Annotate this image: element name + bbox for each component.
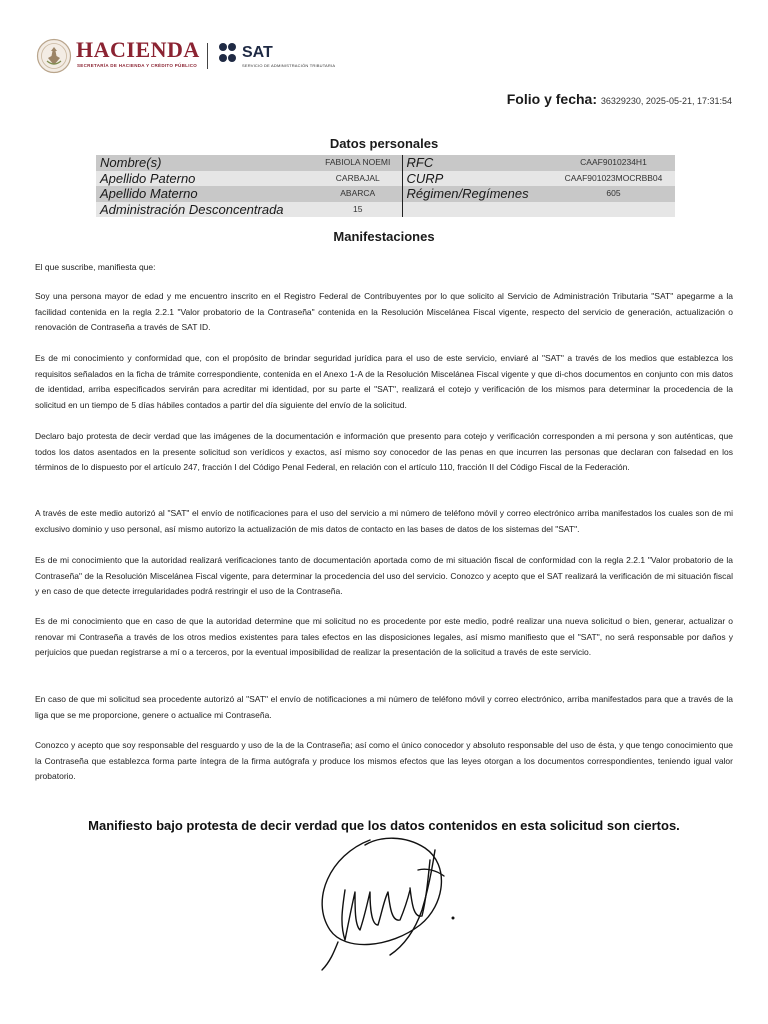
manifestaciones-body: [35, 429, 733, 476]
manifestaciones-body: [35, 553, 733, 600]
manifestaciones-body: [35, 351, 733, 413]
coat-of-arms-seal-icon: [36, 38, 72, 74]
empty-cell: [402, 202, 675, 218]
manifestaciones-body: [35, 614, 733, 661]
folio-value: 36329230, 2025-05-21, 17:31:54: [600, 96, 732, 106]
table-row: [96, 171, 675, 187]
sat-subtitle: SERVICIO DE ADMINISTRACIÓN TRIBUTARIA: [242, 63, 336, 68]
paragraph: Es de mi conocimiento que en caso de que la autoridad determine que mi solicitud no es procedente por este medio, podré realizar una nueva solicitud o bien, generar, actualizar o renovar mi Contraseña a través de los otros medios existentes para tales efectos en las disposiciones legales, así mismo manifiesto que el "SAT", no será responsable por daños y perjuicios que puedan registrarse a mí o a terceros, por la eventual imposibilidad de realizar la presentación de la solicitud a través de este servicio.: [35, 616, 733, 658]
paragraph: El que suscribe, manifiesta que:: [35, 262, 156, 272]
handwritten-signature: [310, 830, 470, 975]
field-label: Régimen/Regímenes: [402, 186, 552, 202]
table-row: [96, 202, 675, 218]
declaracion-statement: Manifiesto bajo protesta de decir verdad que los datos contenidos en esta solicitud son ciertos.: [88, 818, 680, 833]
sat-logo-icon: [217, 42, 239, 64]
manifestaciones-body: [35, 692, 733, 723]
field-label: CURP: [402, 171, 552, 187]
table-row: [96, 155, 675, 171]
field-value: CAAF901023MOCRBB04: [552, 171, 675, 187]
manifestaciones-body: [35, 506, 733, 537]
field-label: Nombre(s): [96, 155, 314, 171]
datos-personales-table: [96, 155, 675, 217]
paragraph: Soy una persona mayor de edad y me encuentro inscrito en el Registro Federal de Contribuyentes por lo que solicito al Servicio de Administración Tributaria "SAT" apegarme a la facilidad contenida en la regla 2.2.1 "Valor probatorio de la Contraseña" contenida en la Resolución Miscelánea Fiscal vigente, respecto del servicio de generación, actualización o renovación de Contraseña a través de SAT ID.: [35, 291, 733, 333]
paragraph: Declaro bajo protesta de decir verdad que las imágenes de la documentación e información que presento para cotejo y verificación corresponden a mi persona y son auténticas, que todos los datos asentados en la presente solicitud son verídicos y exactos, así mismo soy conocedor de las penas en que incurren las personas que declaran con falsedad en los términos de lo dispuesto por el artículo 247, fracción I del Código Penal Federal, en relación con el artículo 110, fracción II del Código Fiscal de la Federación.: [35, 431, 733, 473]
manifestaciones-body: [35, 260, 733, 276]
manifestaciones-body: [35, 289, 733, 336]
paragraph: En caso de que mi solicitud sea procedente autorizó al "SAT" el envío de notificaciones a mi número de teléfono móvil y correo electrónico, arriba manifestados para que a través de la liga que se me proporcione, genere o actualice mi Contraseña.: [35, 694, 733, 720]
logo-divider: [207, 43, 208, 69]
field-value: CARBAJAL: [314, 171, 402, 187]
document-header: [36, 36, 736, 76]
paragraph: Es de mi conocimiento y conformidad que, con el propósito de brindar seguridad jurídica para el uso de este servicio, enviaré al "SAT" a través de los medios que establezca los requisitos señalados en la ficha de trámite correspondiente, contenida en el Anexo 1-A de la Resolución Miscelánea Fiscal vigente y que di-chos documentos en conjunto con mis datos de identidad, arriba especificados servirán para acreditar mi identidad, por su parte el "SAT", realizará el cotejo y verificación de los mismos para determinar la procedencia de la solicitud en un tiempo de 5 días hábiles contados a partir del día siguiente del envío de la solicitud.: [35, 353, 733, 410]
field-label: Administración Desconcentrada: [96, 202, 314, 218]
sat-title: SAT: [242, 44, 273, 61]
paragraph: A través de este medio autorizó al "SAT" el envío de notificaciones para el uso del servicio a mi número de teléfono móvil y correo electrónico arriba manifestados los cuales son de mi exclusivo dominio y uso personal, así mismo autorizo la actualización de mis datos de contacto en las bases de datos de los sistemas del "SAT".: [35, 508, 733, 534]
hacienda-title: HACIENDA: [76, 37, 200, 62]
field-value: 605: [552, 186, 675, 202]
field-value: ABARCA: [314, 186, 402, 202]
field-label: RFC: [402, 155, 552, 171]
datos-personales-title: Datos personales: [329, 136, 439, 151]
field-label: Apellido Materno: [96, 186, 314, 202]
paragraph: Es de mi conocimiento que la autoridad realizará verificaciones tanto de documentación aportada como de mi situación fiscal de conformidad con la regla 2.2.1 "Valor probatorio de la Contraseña" de la Resolución Miscelánea Fiscal vigente, para determinar la procedencia del uso del servicio. Conozco y acepto que el SAT realizará la verificación de mi situación fiscal y en caso de que detecte irregularidades podrá restringir el uso de la Contraseña.: [35, 555, 733, 597]
folio-fecha: [507, 91, 732, 107]
manifestaciones-title: Manifestaciones: [333, 229, 435, 244]
field-value: FABIOLA NOEMI: [314, 155, 402, 171]
manifestaciones-body: [35, 738, 733, 785]
field-value: CAAF9010234H1: [552, 155, 675, 171]
field-label: Apellido Paterno: [96, 171, 314, 187]
paragraph: Conozco y acepto que soy responsable del resguardo y uso de la de la Contraseña; así como el único conocedor y absoluto responsable del uso de ésta, y que tengo conocimiento que la Contraseña que establezca forma parte íntegra de la firma autógrafa y produce los mismos efectos que las leyes otorgan a los documentos correspondientes, teniendo igual valor probatorio.: [35, 740, 733, 782]
table-row: [96, 186, 675, 202]
hacienda-subtitle: SECRETARÍA DE HACIENDA Y CRÉDITO PÚBLICO: [77, 63, 198, 68]
field-value: 15: [314, 202, 402, 218]
folio-label: Folio y fecha:: [506, 91, 597, 107]
